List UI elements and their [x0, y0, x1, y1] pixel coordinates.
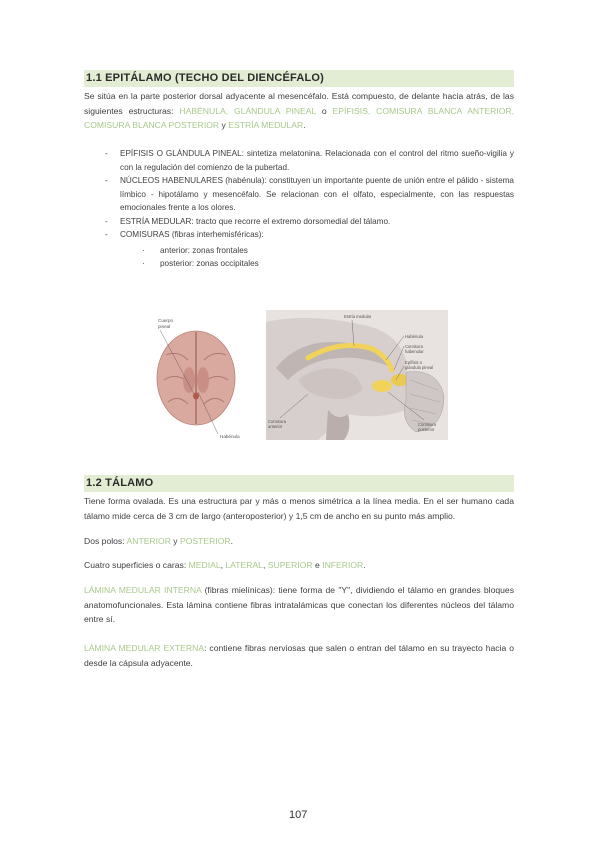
page-number: 107	[289, 809, 308, 821]
list-item	[105, 215, 514, 229]
lamina-externa-highlight: LÁMINA MEDULAR EXTERNA	[84, 643, 205, 653]
caras-comma-2: ,	[262, 560, 268, 570]
caras-connector-e: e	[312, 560, 323, 570]
dot-marker: ·	[142, 245, 145, 255]
label-epifisis-1: Epífisis o	[405, 360, 422, 365]
comisuras-sublist	[120, 244, 514, 271]
intro-highlight-3: ESTRÍA MEDULAR	[228, 120, 304, 130]
list-item	[105, 228, 514, 271]
lamina-interna-highlight: LÁMINA MEDULAR INTERNA	[84, 585, 202, 595]
talamo-paragraph-1: Tiene forma ovalada. Es una estructura par y más o menos simétrica a la línea media. En el ser humano cada tálamo mide cerca de 3 cm de largo (anteroposterior) y 1,5 cm de ancho en su punto más amplio.	[84, 496, 514, 521]
dot-marker: ·	[142, 259, 145, 268]
epitalamo-bullet-list	[105, 147, 514, 271]
label-comisura-anterior-2: anterior	[268, 424, 283, 429]
caras-end: .	[363, 560, 366, 570]
label-estria-medular: Estría medular	[344, 314, 372, 319]
label-cuerpo-pineal-1: Cuerpo	[158, 318, 174, 323]
talamo-paragraph-lamina-externa	[84, 641, 514, 670]
intro-connector-y: y	[219, 120, 229, 130]
label-habenula-sagittal: Habénula	[405, 334, 423, 339]
label-comisura-posterior-1: Comisura	[418, 422, 436, 427]
brain-top-view	[157, 330, 235, 434]
talamo-paragraph-lamina-interna	[84, 583, 514, 627]
list-item	[120, 257, 514, 271]
talamo-paragraph-caras	[84, 558, 514, 573]
section-heading-epitalamo: 1.1 EPITÁLAMO (TECHO DEL DIENCÉFALO)	[84, 70, 514, 87]
brain-sagittal-view	[266, 310, 448, 440]
bullet-text: ESTRÍA MEDULAR: tracto que recorre el extremo dorsomedial del tálamo.	[120, 216, 391, 226]
polos-highlight-anterior: ANTERIOR	[126, 536, 171, 546]
label-comisura-habenular-1: Comisura	[405, 344, 423, 349]
sub-bullet-text: anterior: zonas frontales	[160, 245, 248, 255]
talamo-paragraph-polos	[84, 534, 514, 549]
epitalamo-figure	[148, 310, 448, 440]
dash-marker: -	[105, 216, 108, 226]
dash-marker: -	[105, 230, 108, 239]
lamina-externa-text: : contiene fibras nerviosas que salen o entran del tálamo en su trayecto hacia o desde la cápsula adyacente.	[84, 643, 514, 668]
dash-marker: -	[105, 176, 108, 185]
label-cuerpo-pineal-2: pineal	[158, 324, 171, 329]
section-heading-talamo: 1.2 TÁLAMO	[84, 475, 514, 492]
intro-end: .	[303, 120, 306, 130]
list-item	[120, 244, 514, 258]
label-epifisis-2: glándula pineal	[405, 365, 434, 370]
caras-comma-1: ,	[220, 560, 226, 570]
anatomy-illustration	[148, 310, 448, 440]
polos-connector-y: y	[170, 536, 180, 546]
bullet-text: COMISURAS (fibras interhemisféricas):	[120, 230, 264, 239]
intro-connector-o: o	[315, 105, 333, 116]
lamina-interna-text: (fibras mielínicas): tiene forma de "Y", dividiendo el tálamo en grandes bloques anatomofuncionales. Esta lámina contiene fibras intratalámicas que conectan los diferentes núcleos del tálamo entre sí.	[84, 585, 514, 624]
epitalamo-intro	[84, 89, 514, 133]
intro-text: Se sitúa en la parte posterior dorsal adyacente al mesencéfalo. Está compuesto, de delante hacia atrás, de las siguientes estructuras:	[84, 91, 514, 116]
label-comisura-anterior-1: Comisura	[268, 419, 286, 424]
dash-marker: -	[105, 149, 108, 158]
intro-highlight-1: HABÉNULA, GLÁNDULA PINEAL	[179, 105, 316, 116]
bullet-text: EPÍFISIS O GLÁNDULA PINEAL: sintetiza melatonina. Relacionada con el control del ritmo sueño-vigilia y con la regulación del comienzo de la pubertad.	[120, 149, 514, 172]
polos-end: .	[230, 536, 234, 546]
caras-text: Cuatro superficies o caras:	[84, 560, 189, 570]
sub-bullet-text: posterior: zonas occipitales	[160, 259, 259, 268]
label-habenula-top: Habénula	[220, 434, 240, 439]
label-comisura-habenular-2: habenular	[405, 349, 424, 354]
caras-highlight-superior: SUPERIOR	[267, 560, 313, 570]
caras-highlight-lateral: LATERAL	[225, 560, 263, 570]
polos-text: Dos polos:	[84, 536, 127, 546]
list-item	[105, 147, 514, 174]
caras-highlight-medial: MEDIAL	[188, 560, 221, 570]
caras-highlight-inferior: INFERIOR	[322, 560, 364, 570]
intro-highlight-2: EPÍFISIS, COMISURA BLANCA ANTERIOR, COMISURA BLANCA POSTERIOR	[84, 105, 514, 130]
label-comisura-posterior-2: posterior	[418, 427, 435, 432]
polos-highlight-posterior: POSTERIOR	[180, 536, 231, 546]
bullet-text: NÚCLEOS HABENULARES (habénula): constituyen un importante puente de unión entre el pálido - sistema límbico - hipotálamo y mesencéfalo. Se relacionan con el olfato, especialmente, con las respuestas emocionales frente a los olores.	[120, 176, 514, 212]
list-item	[105, 174, 514, 215]
